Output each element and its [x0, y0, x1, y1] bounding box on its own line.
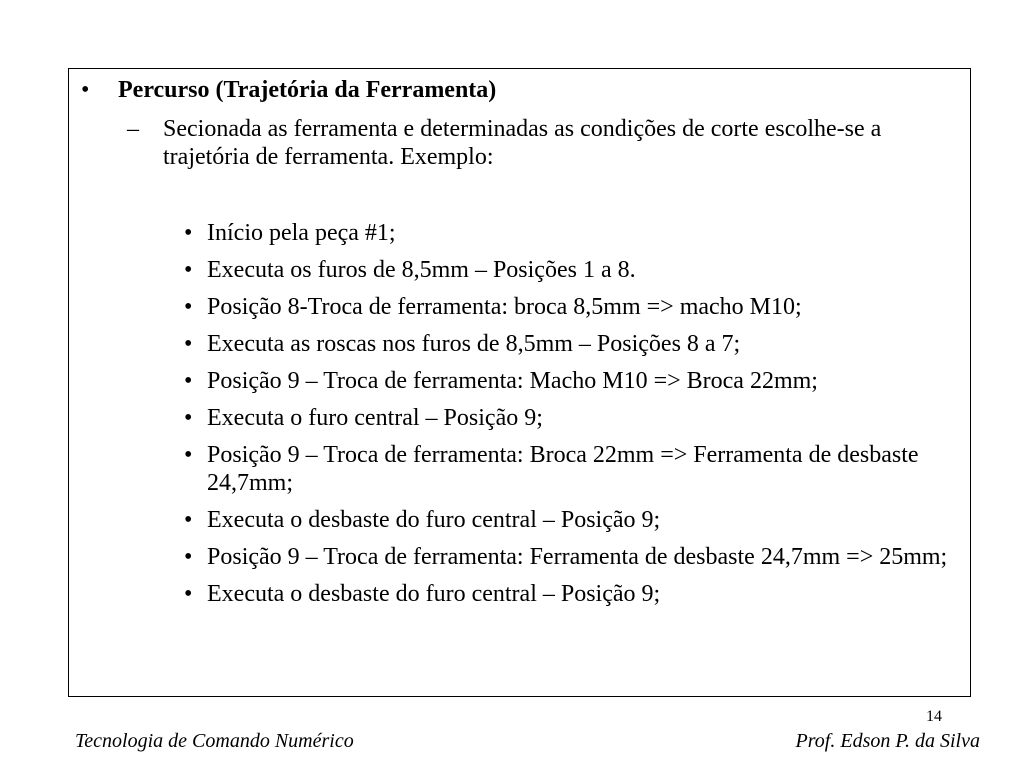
list-item	[184, 256, 964, 284]
slide-heading	[81, 76, 496, 104]
steps-list	[184, 219, 964, 617]
page-number: 14	[926, 708, 942, 725]
list-item	[184, 506, 964, 534]
heading-bullet: •	[81, 77, 90, 103]
item-bullet: •	[184, 257, 193, 283]
item-bullet: •	[184, 581, 193, 607]
item-bullet: •	[184, 294, 193, 320]
item-bullet: •	[184, 507, 193, 533]
list-item	[184, 330, 964, 358]
list-item-text: Posição 9 – Troca de ferramenta: Broca 22mm => Ferramenta de desbaste 24,7mm;	[207, 442, 919, 496]
item-bullet: •	[184, 368, 193, 394]
list-item-text: Executa o desbaste do furo central – Posição 9;	[207, 507, 661, 533]
item-bullet: •	[184, 331, 193, 357]
list-item	[184, 543, 964, 571]
list-item-text: Executa os furos de 8,5mm – Posições 1 a 8.	[207, 257, 636, 283]
list-item-text: Início pela peça #1;	[207, 220, 396, 246]
list-item	[184, 441, 964, 497]
item-bullet: •	[184, 405, 193, 431]
list-item-text: Executa o furo central – Posição 9;	[207, 405, 543, 431]
footer-author: Prof. Edson P. da Silva	[795, 730, 980, 752]
list-item-text: Executa as roscas nos furos de 8,5mm – Posições 8 a 7;	[207, 331, 741, 357]
list-item-text: Executa o desbaste do furo central – Posição 9;	[207, 581, 661, 607]
item-bullet: •	[184, 442, 193, 468]
item-bullet: •	[184, 544, 193, 570]
sub-bullet	[127, 115, 897, 171]
list-item-text: Posição 9 – Troca de ferramenta: Ferramenta de desbaste 24,7mm => 25mm;	[207, 544, 948, 570]
footer-course-title: Tecnologia de Comando Numérico	[75, 730, 354, 752]
item-bullet: •	[184, 220, 193, 246]
heading-text: Percurso (Trajetória da Ferramenta)	[118, 77, 497, 103]
list-item	[184, 404, 964, 432]
list-item-text: Posição 9 – Troca de ferramenta: Macho M10 => Broca 22mm;	[207, 368, 818, 394]
sub-dash: –	[127, 116, 139, 142]
list-item	[184, 293, 964, 321]
list-item	[184, 219, 964, 247]
sub-text: Secionada as ferramenta e determinadas as condições de corte escolhe-se a trajetória de ferramenta. Exemplo:	[163, 116, 882, 170]
list-item-text: Posição 8-Troca de ferramenta: broca 8,5mm => macho M10;	[207, 294, 802, 320]
list-item	[184, 367, 964, 395]
list-item	[184, 580, 964, 608]
